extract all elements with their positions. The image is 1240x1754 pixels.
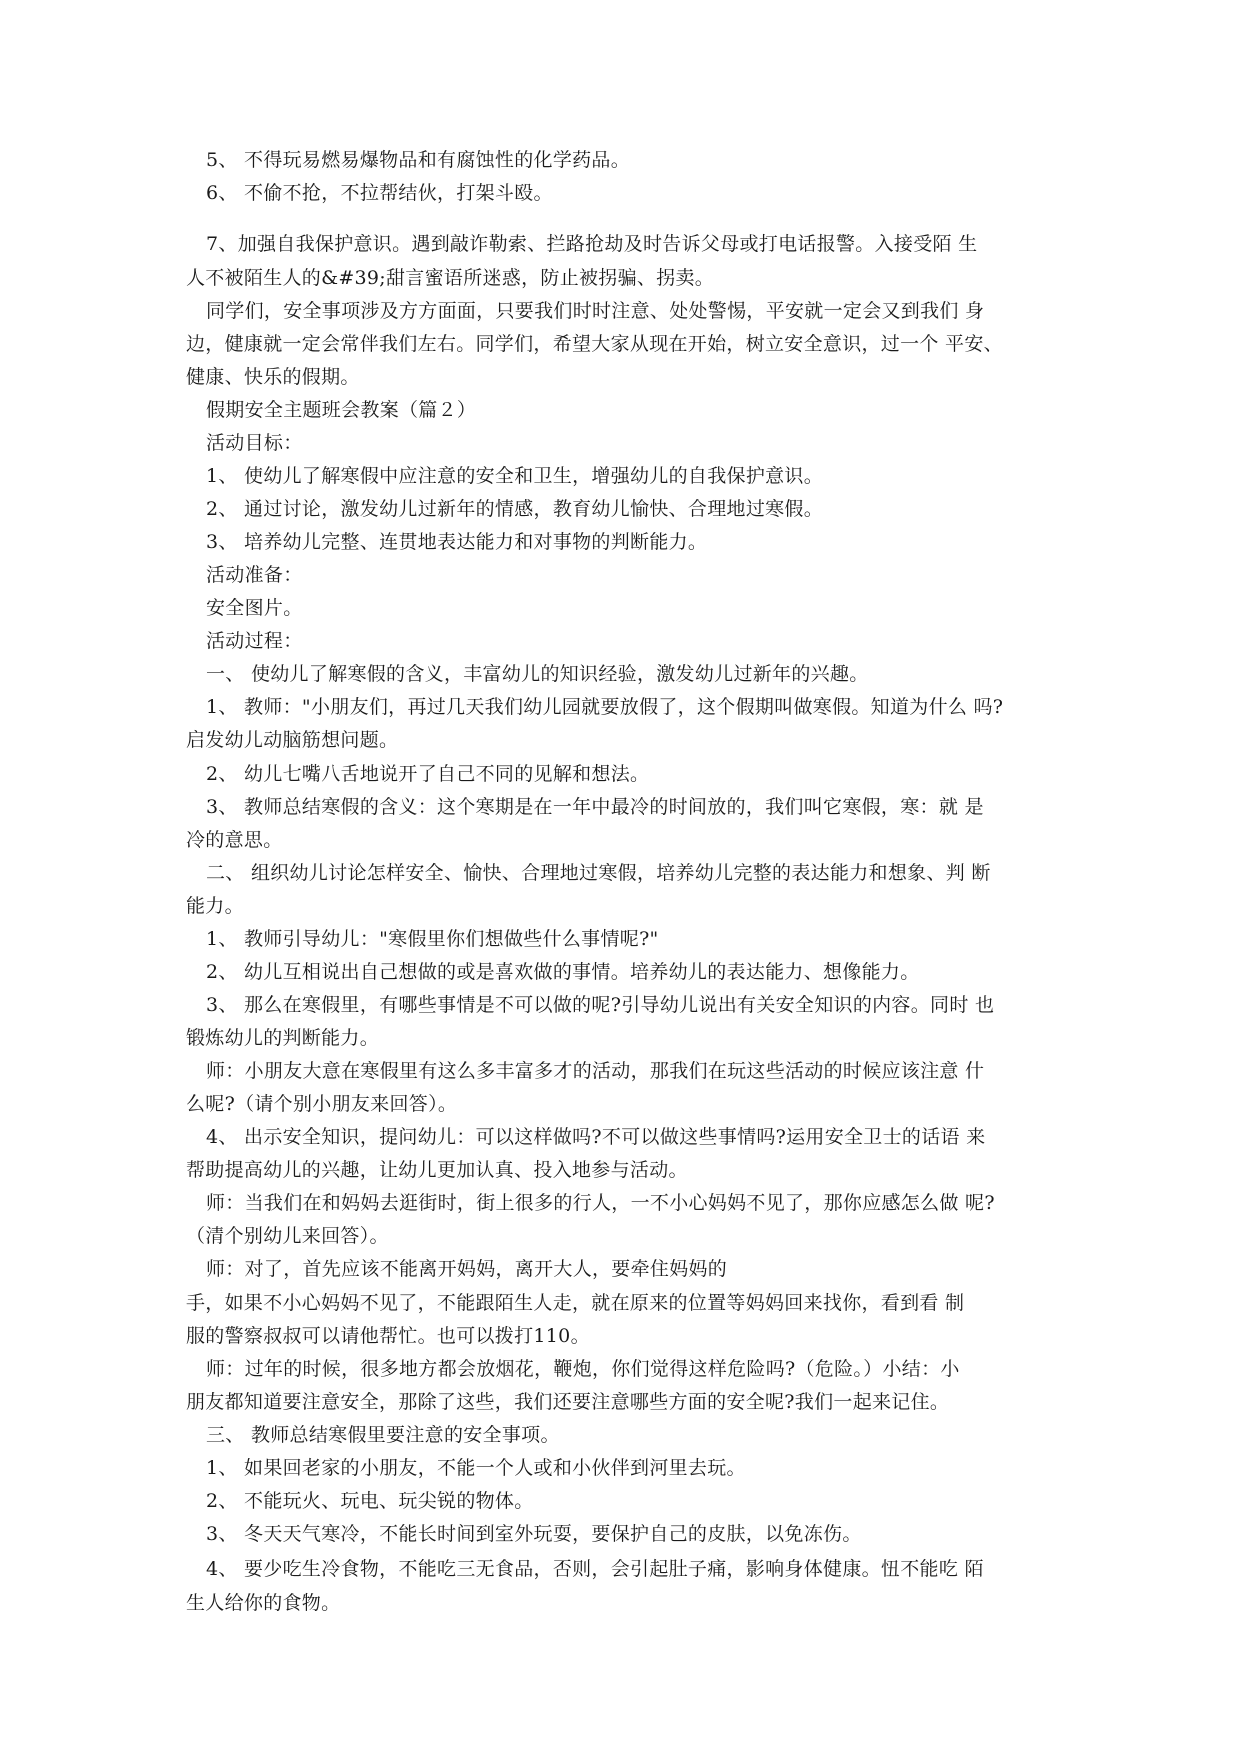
section-heading: 假期安全主题班会教案（篇２） xyxy=(206,399,477,421)
text-line: 能力。 xyxy=(186,895,244,917)
text-line: 6、 不偷不抢，不拉帮结伙，打架斗殴。 xyxy=(206,182,553,204)
text-line: 5、 不得玩易燃易爆物品和有腐蚀性的化学药品。 xyxy=(206,149,631,171)
text-line: 4、 要少吃生冷食物，不能吃三无食品，否则，会引起肚子痛，影响身体健康。忸不能吃 陌 xyxy=(206,1558,984,1580)
text-line: 师：对了，首先应该不能离开妈妈，离开大人，要牵住妈妈的 xyxy=(206,1258,728,1280)
text-line: 3、 培养幼儿完整、连贯地表达能力和对事物的判断能力。 xyxy=(206,531,708,553)
text-line: 人不被陌生人的&#39;甜言蜜语所迷惑，防止被拐骗、拐卖。 xyxy=(186,267,715,289)
text-line: 冷的意思。 xyxy=(186,829,283,851)
text-line: 活动准备： xyxy=(206,564,303,586)
text-line: 师：过年的时候，很多地方都会放烟花，鞭炮，你们觉得这样危险吗?（危险。）小结：小 xyxy=(206,1358,960,1380)
text-line: 朋友都知道要注意安全，那除了这些，我们还要注意哪些方面的安全呢?我们一起来记住。 xyxy=(186,1391,950,1413)
text-line: 1、 使幼儿了解寒假中应注意的安全和卫生，增强幼儿的自我保护意识。 xyxy=(206,465,824,487)
text-line: 么呢?（请个别小朋友来回答）。 xyxy=(186,1093,458,1115)
text-line: 师：小朋友大意在寒假里有这么多丰富多才的活动，那我们在玩这些活动的时候应该注意 什 xyxy=(206,1060,985,1082)
text-line: 2、 通过讨论，激发幼儿过新年的情感，教育幼儿愉快、合理地过寒假。 xyxy=(206,498,824,520)
text-line: 2、 不能玩火、玩电、玩尖锐的物体。 xyxy=(206,1490,534,1512)
text-line: 三、 教师总结寒假里要注意的安全事项。 xyxy=(206,1424,560,1446)
text-line: 生人给你的食物。 xyxy=(186,1592,341,1614)
text-line: 启发幼儿动脑筋想问题。 xyxy=(186,729,399,751)
text-line: 1、 如果回老家的小朋友，不能一个人或和小伙伴到河里去玩。 xyxy=(206,1457,746,1479)
text-line: 活动目标： xyxy=(206,432,303,454)
text-line: 同学们，安全事项涉及方方面面，只要我们时时注意、处处警惕，平安就一定会又到我们 身 xyxy=(206,300,985,322)
text-line: 2、 幼儿七嘴八舌地说开了自己不同的见解和想法。 xyxy=(206,763,650,785)
text-line: 服的警察叔叔可以请他帮忙。也可以拨打110。 xyxy=(186,1325,590,1347)
text-line: 3、 教师总结寒假的含义：这个寒期是在一年中最冷的时间放的，我们叫它寒假，寒：就 是 xyxy=(206,796,984,818)
text-line: 1、 教师："小朋友们，再过几天我们幼儿园就要放假了，这个假期叫做寒假。知道为什么 吗? xyxy=(206,696,1004,718)
text-line: 3、 冬天天气寒冷，不能长时间到室外玩耍，要保护自己的皮肤，以免冻伤。 xyxy=(206,1523,862,1545)
text-line: 安全图片。 xyxy=(206,597,303,619)
text-line: 锻炼幼儿的判断能力。 xyxy=(186,1027,380,1049)
text-line: 二、 组织幼儿讨论怎样安全、愉快、合理地过寒假，培养幼儿完整的表达能力和想象、判 断 xyxy=(206,862,991,884)
text-line: 师：当我们在和妈妈去逛街时，街上很多的行人，一不小心妈妈不见了，那你应感怎么做 呢? xyxy=(206,1192,995,1214)
text-line: 帮助提高幼儿的兴趣，让幼儿更加认真、投入地参与活动。 xyxy=(186,1159,688,1181)
text-line: 2、 幼儿互相说出自己想做的或是喜欢做的事情。培养幼儿的表达能力、想像能力。 xyxy=(206,961,920,983)
text-line: 1、 教师引导幼儿："寒假里你们想做些什么事情呢?" xyxy=(206,928,659,950)
text-line: 7、加强自我保护意识。遇到敲诈勒索、拦路抢劫及时告诉父母或打电话报警。入接受陌 生 xyxy=(206,233,978,255)
text-line: 一、 使幼儿了解寒假的含义，丰富幼儿的知识经验，激发幼儿过新年的兴趣。 xyxy=(206,663,869,685)
text-line: 手，如果不小心妈妈不见了，不能跟陌生人走，就在原来的位置等妈妈回来找你，看到看 制 xyxy=(186,1292,965,1314)
text-line: 活动过程： xyxy=(206,630,303,652)
text-line: 3、 那么在寒假里，有哪些事情是不可以做的呢?引导幼儿说出有关安全知识的内容。同时 也 xyxy=(206,994,995,1016)
text-line: （清个别幼儿来回答）。 xyxy=(186,1225,389,1247)
text-line: 4、 出示安全知识，提问幼儿：可以这样做吗?不可以做这些事情吗?运用安全卫士的话语 来 xyxy=(206,1126,986,1148)
text-line: 健康、快乐的假期。 xyxy=(186,366,360,388)
text-line: 边，健康就一定会常伴我们左右。同学们，希望大家从现在开始，树立安全意识，过一个 平安、 xyxy=(186,333,1003,355)
